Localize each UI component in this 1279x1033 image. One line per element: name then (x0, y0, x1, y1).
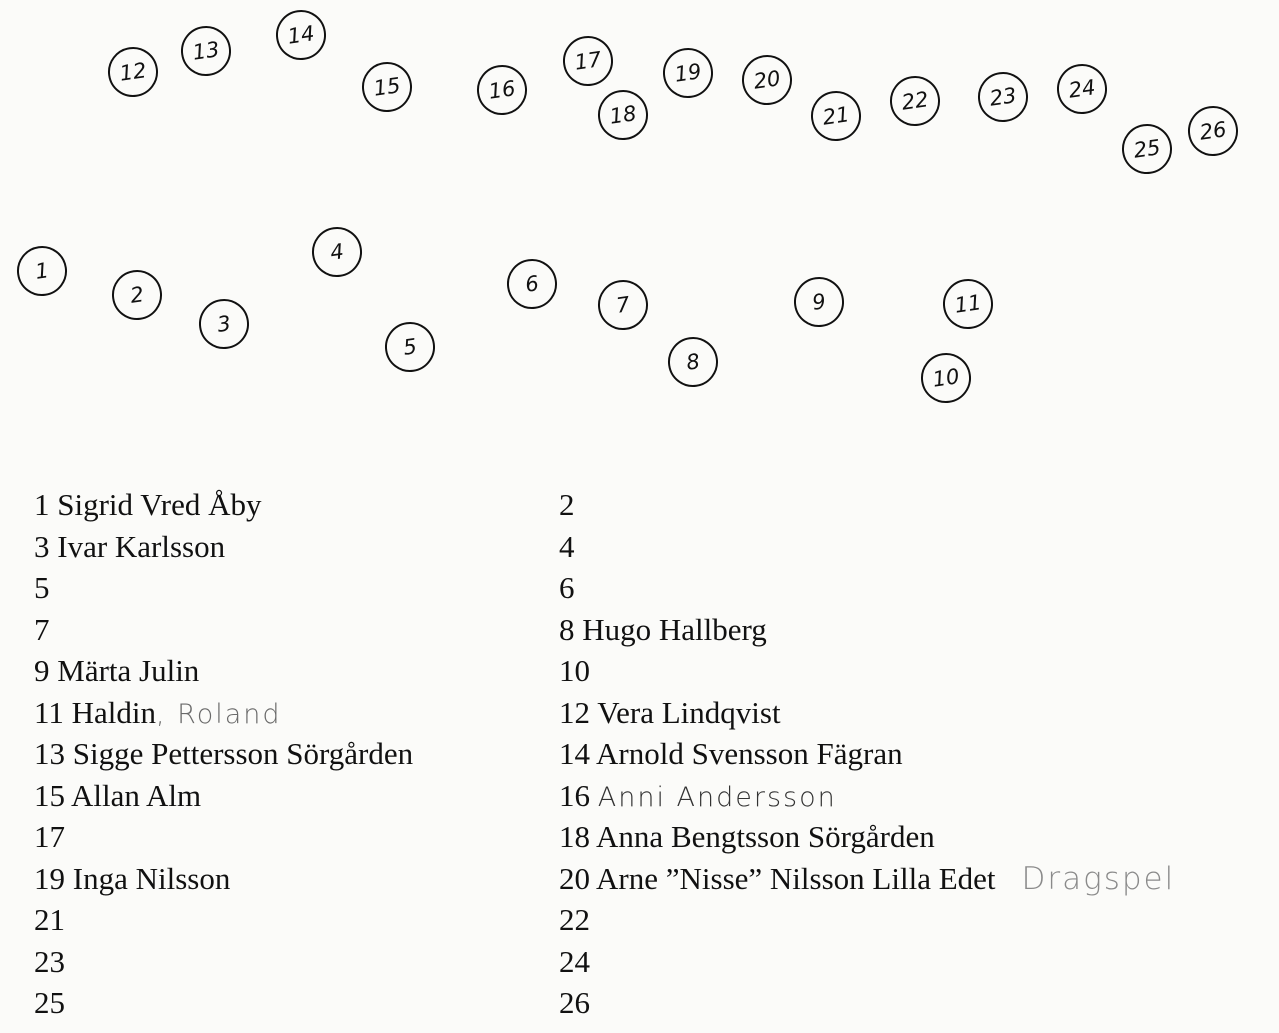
legend-number: 7 (34, 611, 50, 647)
seat-circle-16: 16 (474, 62, 530, 118)
legend-name: Hugo Hallberg (582, 611, 767, 647)
legend-name: Arnold Svensson Fägran (596, 736, 903, 771)
legend-entry-11 (34, 692, 559, 734)
legend-entry-17 (34, 816, 559, 858)
legend-entry-22 (559, 899, 1234, 941)
seat-circle-17: 17 (560, 33, 616, 89)
seat-circle-19: 19 (660, 45, 716, 101)
legend-entry-1 (34, 484, 559, 526)
seat-circle-5: 5 (382, 319, 438, 375)
seat-circle-8: 8 (665, 334, 721, 390)
legend-entry-24 (559, 941, 1234, 983)
legend-entry-18 (559, 816, 1234, 858)
legend-number: 17 (34, 819, 65, 854)
legend-name: Arne ”Nisse” Nilsson Lilla Edet (596, 860, 996, 896)
legend-number: 20 (559, 860, 590, 896)
seat-circle-10: 10 (918, 350, 974, 406)
legend-number: 16 (559, 777, 590, 813)
legend-number: 2 (559, 487, 575, 522)
legend-number: 11 (34, 694, 64, 730)
legend-entry-23 (34, 941, 559, 983)
seat-circle-15: 15 (359, 59, 415, 115)
handwritten-name: , Roland (155, 698, 282, 730)
legend-number: 9 (34, 653, 50, 688)
seat-circle-2: 2 (109, 267, 165, 323)
legend-name: Sigrid Vred Åby (57, 487, 262, 522)
legend-entry-8 (559, 609, 1234, 651)
legend-name: Sigge Pettersson Sörgården (72, 736, 414, 771)
legend-entry-6 (559, 567, 1234, 609)
legend-name: Allan Alm (71, 777, 202, 813)
legend-name: Ivar Karlsson (57, 528, 226, 564)
seat-circle-9: 9 (791, 274, 847, 330)
legend-number: 13 (34, 736, 65, 771)
legend-number: 6 (559, 570, 575, 605)
seat-circle-6: 6 (504, 256, 560, 312)
seat-circle-4: 4 (309, 224, 365, 280)
seating-legend (34, 484, 1234, 1024)
legend-entry-12 (559, 692, 1234, 734)
seat-circle-24: 24 (1054, 61, 1110, 117)
legend-entry-19 (34, 858, 559, 900)
seat-circle-21: 21 (808, 88, 864, 144)
legend-number: 1 (34, 487, 50, 522)
legend-entry-2 (559, 484, 1234, 526)
legend-number: 25 (34, 985, 65, 1020)
legend-number: 18 (559, 819, 590, 854)
seat-circle-11: 11 (940, 276, 996, 332)
handwritten-name: Anni Andersson (597, 781, 837, 813)
legend-name: Märta Julin (57, 653, 200, 688)
seat-circle-26: 26 (1185, 103, 1241, 159)
legend-entry-9 (34, 650, 559, 692)
legend-name: Inga Nilsson (72, 860, 231, 896)
legend-entry-21 (34, 899, 559, 941)
legend-entry-5 (34, 567, 559, 609)
legend-number: 15 (34, 777, 65, 813)
handwritten-note: Dragspel (1021, 860, 1176, 897)
legend-name: Haldin (71, 694, 156, 730)
legend-entry-4 (559, 526, 1234, 568)
legend-number: 10 (559, 653, 590, 688)
seat-circle-20: 20 (739, 52, 795, 108)
seating-diagram (0, 0, 1279, 440)
seat-circle-23: 23 (975, 69, 1031, 125)
legend-number: 3 (34, 528, 50, 564)
seat-circle-7: 7 (595, 277, 651, 333)
seat-circle-12: 12 (105, 44, 161, 100)
seat-circle-13: 13 (178, 23, 234, 79)
legend-entry-16 (559, 775, 1234, 817)
legend-number: 4 (559, 528, 575, 564)
seat-circle-22: 22 (887, 73, 943, 129)
legend-entry-20 (559, 858, 1234, 900)
seat-circle-3: 3 (196, 296, 252, 352)
legend-number: 19 (34, 860, 65, 896)
seat-circle-14: 14 (273, 7, 329, 63)
legend-name: Vera Lindqvist (597, 694, 781, 730)
legend-number: 24 (559, 943, 590, 979)
legend-entry-14 (559, 733, 1234, 775)
legend-number: 14 (559, 736, 590, 771)
legend-entry-25 (34, 982, 559, 1024)
legend-number: 22 (559, 902, 590, 937)
legend-number: 23 (34, 943, 65, 979)
legend-entry-26 (559, 982, 1234, 1024)
legend-number: 26 (559, 985, 590, 1020)
seat-circle-18: 18 (595, 87, 651, 143)
legend-number: 21 (34, 902, 65, 937)
seat-circle-1: 1 (14, 243, 70, 299)
legend-name: Anna Bengtsson Sörgården (596, 819, 935, 854)
legend-number: 5 (34, 570, 50, 605)
legend-number: 8 (559, 611, 575, 647)
legend-entry-15 (34, 775, 559, 817)
legend-entry-10 (559, 650, 1234, 692)
legend-number: 12 (559, 694, 590, 730)
legend-entry-13 (34, 733, 559, 775)
legend-entry-3 (34, 526, 559, 568)
legend-entry-7 (34, 609, 559, 651)
seat-circle-25: 25 (1119, 121, 1175, 177)
